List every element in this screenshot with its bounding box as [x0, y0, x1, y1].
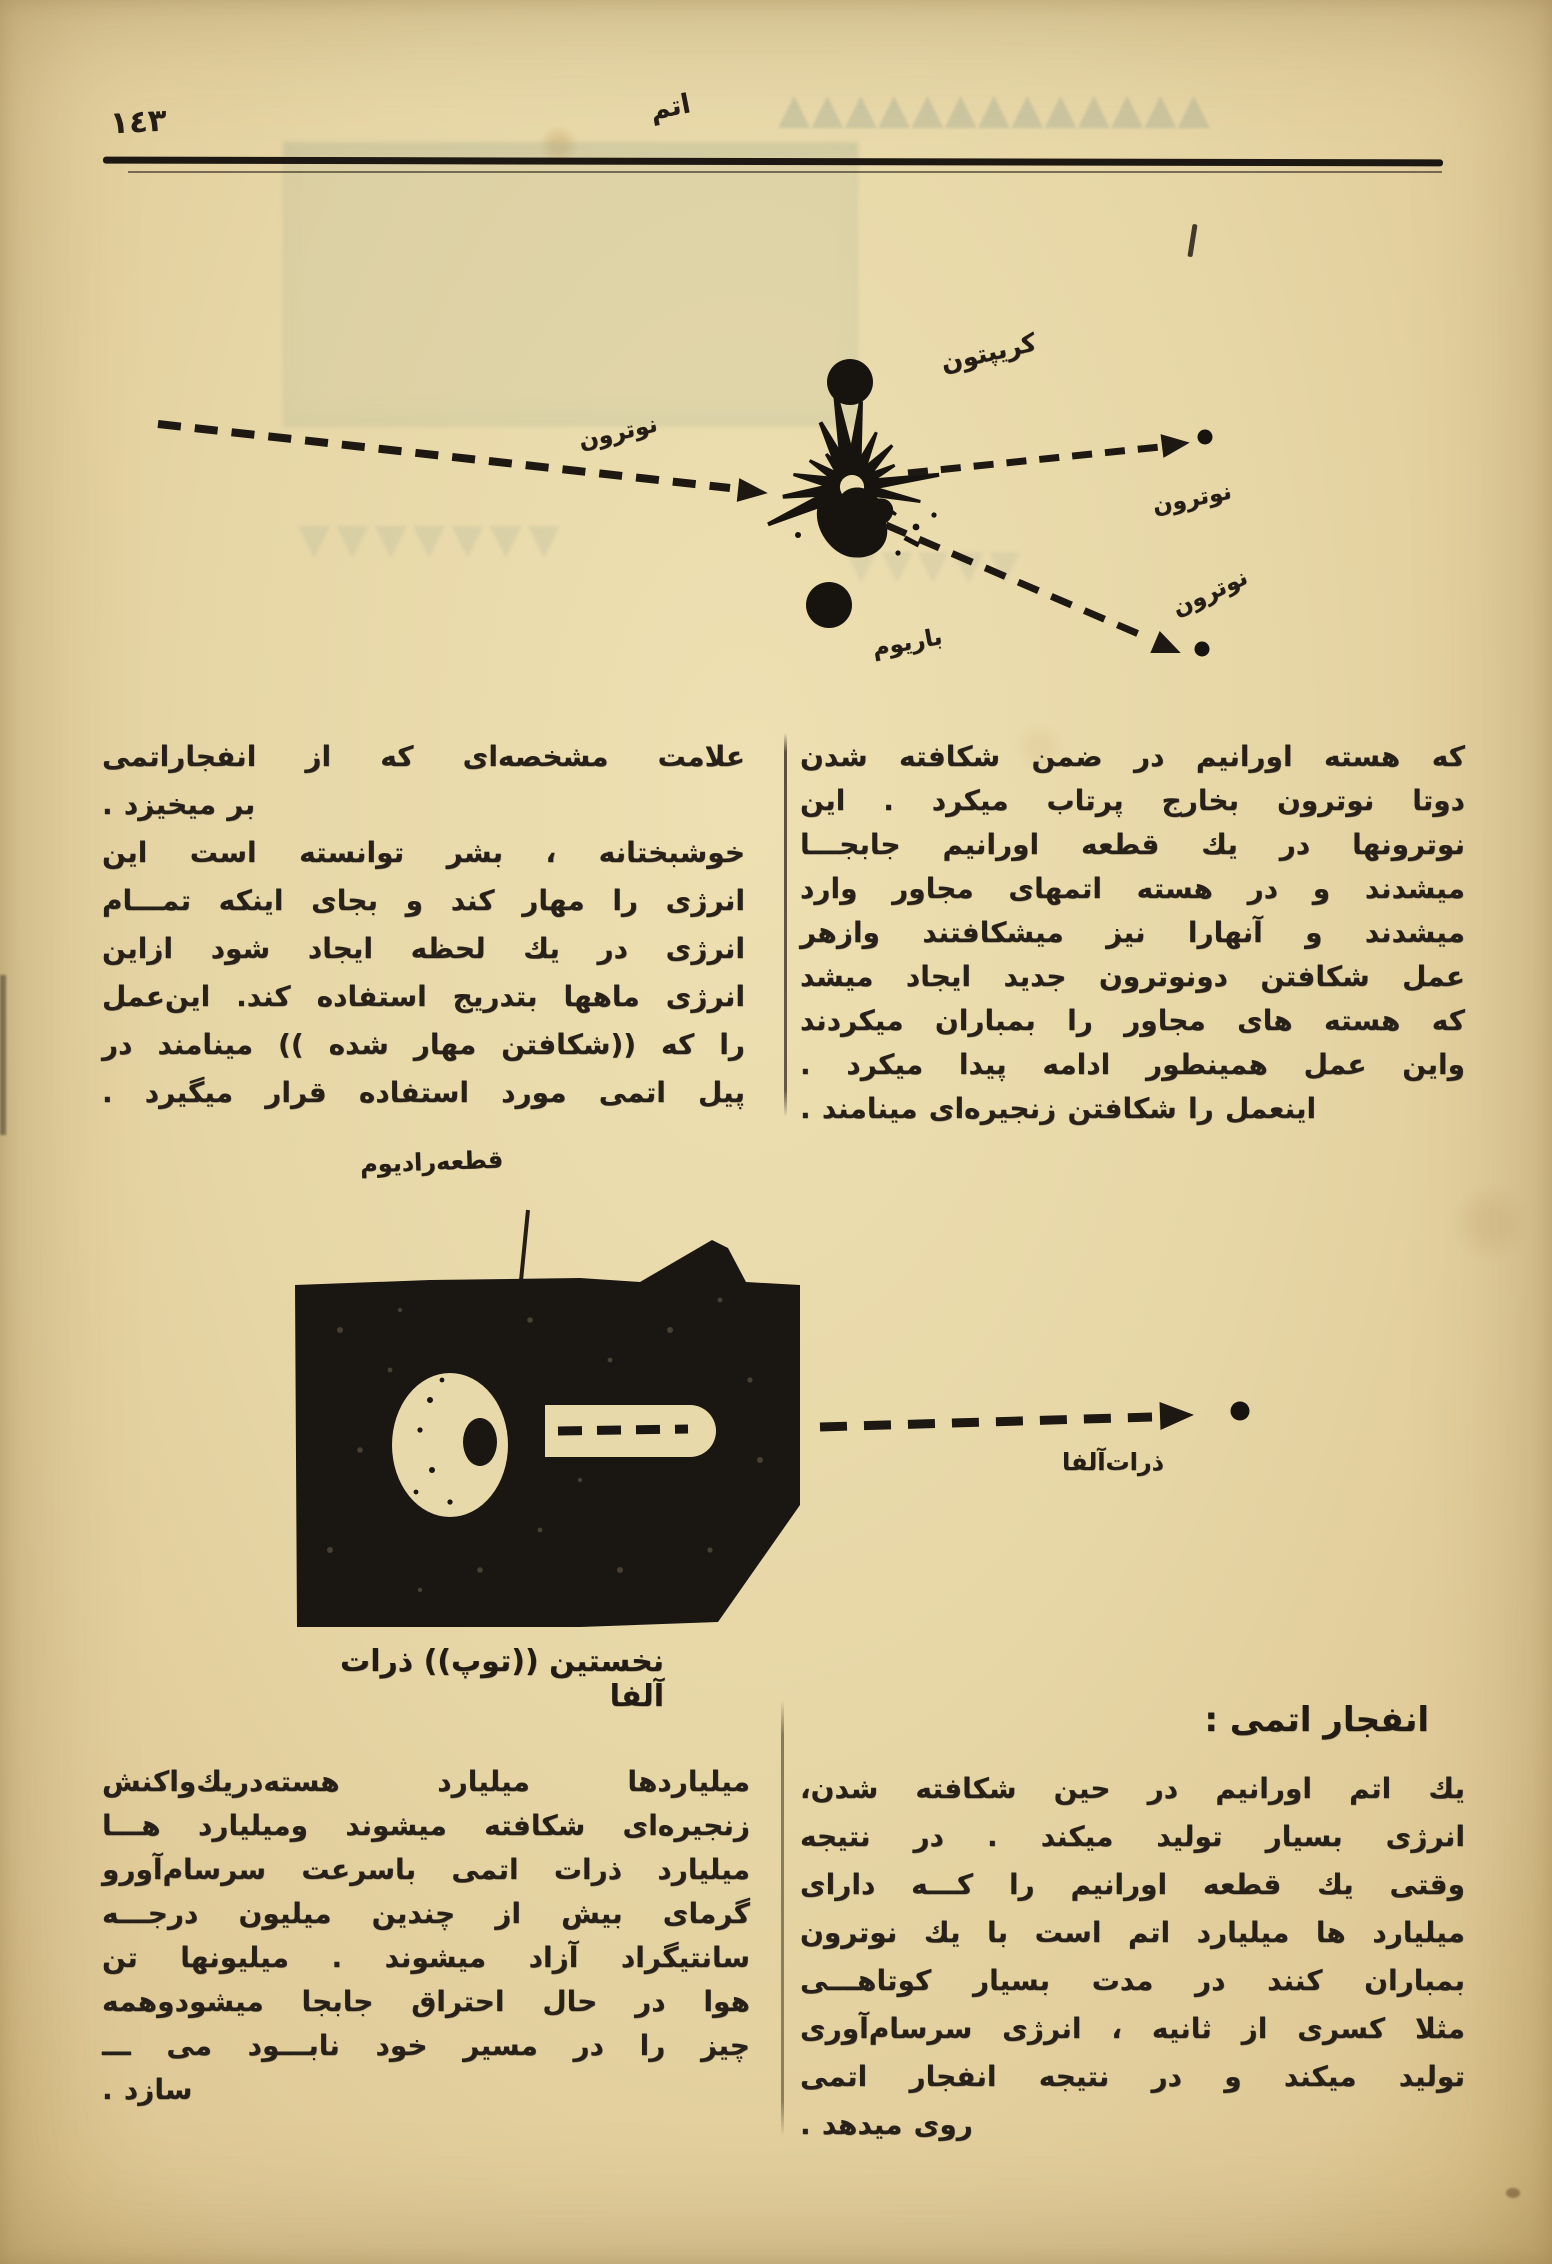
text-line: تولید میکند و در نتیجه انفجار اتمی	[800, 2060, 1465, 2093]
outgoing-neutron-lower-label: نوترون	[1168, 564, 1252, 622]
text-line: عمل شکافتن دونوترون جدید ایجاد میشد	[800, 960, 1465, 993]
text-line: که هسته اورانیم در ضمن شکافته شدن	[800, 740, 1465, 773]
outgoing-neutron-lower-arrowhead	[1150, 631, 1185, 664]
header-rule-thick	[103, 157, 1443, 167]
text-line: که هسته های مجاور را بمباران میکردند	[800, 1004, 1465, 1037]
text-line: انرژی بسیار تولید میکند . در نتیجه	[800, 1820, 1465, 1853]
radium-label: قطعه‌رادیوم	[359, 1145, 504, 1179]
outgoing-neutron-lower-dashed-line	[886, 525, 1148, 638]
text-line: واین عمل همینطور ادامه پیدا میکرد .	[800, 1048, 1465, 1081]
text-line: نوترونها در یك قطعه اورانیم جابجـــا	[800, 828, 1465, 861]
text-line: دوتا نوترون بخارج پرتاب میکرد . این	[800, 784, 1465, 817]
text-line: وقتی یك قطعه اورانیم را کـــه دارای	[800, 1868, 1465, 1901]
krypton-label: کریپتون	[937, 327, 1039, 378]
bottom-left-column	[102, 1760, 750, 2112]
page-number: ١٤٣	[109, 102, 168, 142]
text-line: را که ((شکافتن مهار شده )) مینامند در	[102, 1028, 745, 1061]
text-line: سازد .	[102, 2073, 193, 2106]
incoming-neutron-label: نوترون	[576, 411, 660, 455]
header-rule-thin	[128, 171, 1442, 173]
text-line: میشدند و در هسته اتمهای مجاور وارد	[800, 872, 1465, 905]
text-line: هوا در حال احتراق جابجا میشودوهمه	[102, 1985, 750, 2018]
text-line: زنجیره‌ای شکافته میشوند ومیلیارد هـــا	[102, 1809, 750, 1842]
text-line: انرژی ماهها بتدریج استفاده کند. این‌عمل	[102, 980, 745, 1013]
scan-edge-artifact	[0, 975, 6, 1135]
text-line: مثلا کسری از ثانیه ، انرژی سرسام‌آوری	[800, 2012, 1465, 2045]
outgoing-neutron-lower-particle	[1195, 642, 1210, 657]
text-line: سانتیگراد آزاد میشوند . میلیونها تن	[102, 1941, 750, 1974]
text-line: گرمای بیش از چندین میلیون درجـــه	[102, 1897, 750, 1930]
barium-label: باریوم	[870, 624, 945, 662]
alpha-particles-label: ذرات‌آلفا	[1062, 1448, 1164, 1476]
alpha-dashed-line	[820, 1417, 1152, 1427]
text-line: روی میدهد .	[800, 2108, 973, 2141]
column-divider-bottom	[781, 1700, 784, 2136]
section-heading: انفجار اتمی :	[1204, 1700, 1429, 1740]
alpha-arrowhead	[1160, 1401, 1195, 1430]
text-line: بر میخیزد .	[102, 788, 256, 821]
text-line: انرژی را مهار کند و بجای اینکه تمـــام	[102, 884, 745, 917]
radium-diagram	[280, 1130, 1280, 1642]
column-divider-middle	[784, 733, 787, 1117]
page-title: اتم	[647, 88, 694, 127]
text-line: چیز را در مسیر خود نابـــود می ـــ	[102, 2029, 750, 2062]
text-line: خوشبختانه ، بشر توانسته است این	[102, 836, 745, 869]
text-line: میلیاردها میلیارد هسته‌دریك‌واکنش	[102, 1765, 750, 1798]
figure-caption: نخستین ((توپ)) ذرات آلفا	[340, 1644, 664, 1714]
middle-left-column	[102, 733, 745, 1117]
alpha-particle-dot	[1231, 1402, 1250, 1421]
text-line: علامت مشخصه‌ای که از انفجاراتمی	[102, 740, 745, 773]
text-line: میلیارد ذرات اتمی باسرعت سرسام‌آورو	[102, 1853, 750, 1886]
outgoing-neutron-upper-arrowhead	[1161, 431, 1192, 458]
text-line: میشدند و آنهارا نیز میشکافتند وازهر	[800, 916, 1465, 949]
text-line: یك اتم اورانیم در حین شکافته شدن،	[800, 1772, 1465, 1805]
outgoing-neutron-upper-dashed-line	[908, 447, 1160, 473]
barium-nucleus-ball	[806, 582, 852, 628]
scan-corner-stain	[1506, 2188, 1520, 2198]
text-line: پیل اتمی مورد استفاده قرار میگیرد .	[102, 1076, 745, 1109]
bleedthrough-arrow-row-ghost	[778, 84, 1338, 133]
text-line: میلیارد ها میلیارد اتم است با یك نوترون	[800, 1916, 1465, 1949]
fission-diagram	[90, 225, 1330, 705]
middle-right-column	[800, 735, 1465, 1131]
bottom-right-column	[800, 1765, 1465, 2149]
text-line: اینعمل را شکافتن زنجیره‌ای مینامند .	[800, 1092, 1317, 1125]
outgoing-neutron-upper-label: نوترون	[1150, 478, 1234, 520]
outgoing-neutron-upper-particle	[1198, 430, 1213, 445]
text-line: انرژی در یك لحظه ایجاد شود ازاین	[102, 932, 745, 965]
incoming-neutron-arrowhead	[737, 478, 769, 505]
text-line: بمباران کنند در مدت بسیار کوتاهـــی	[800, 1964, 1465, 1997]
